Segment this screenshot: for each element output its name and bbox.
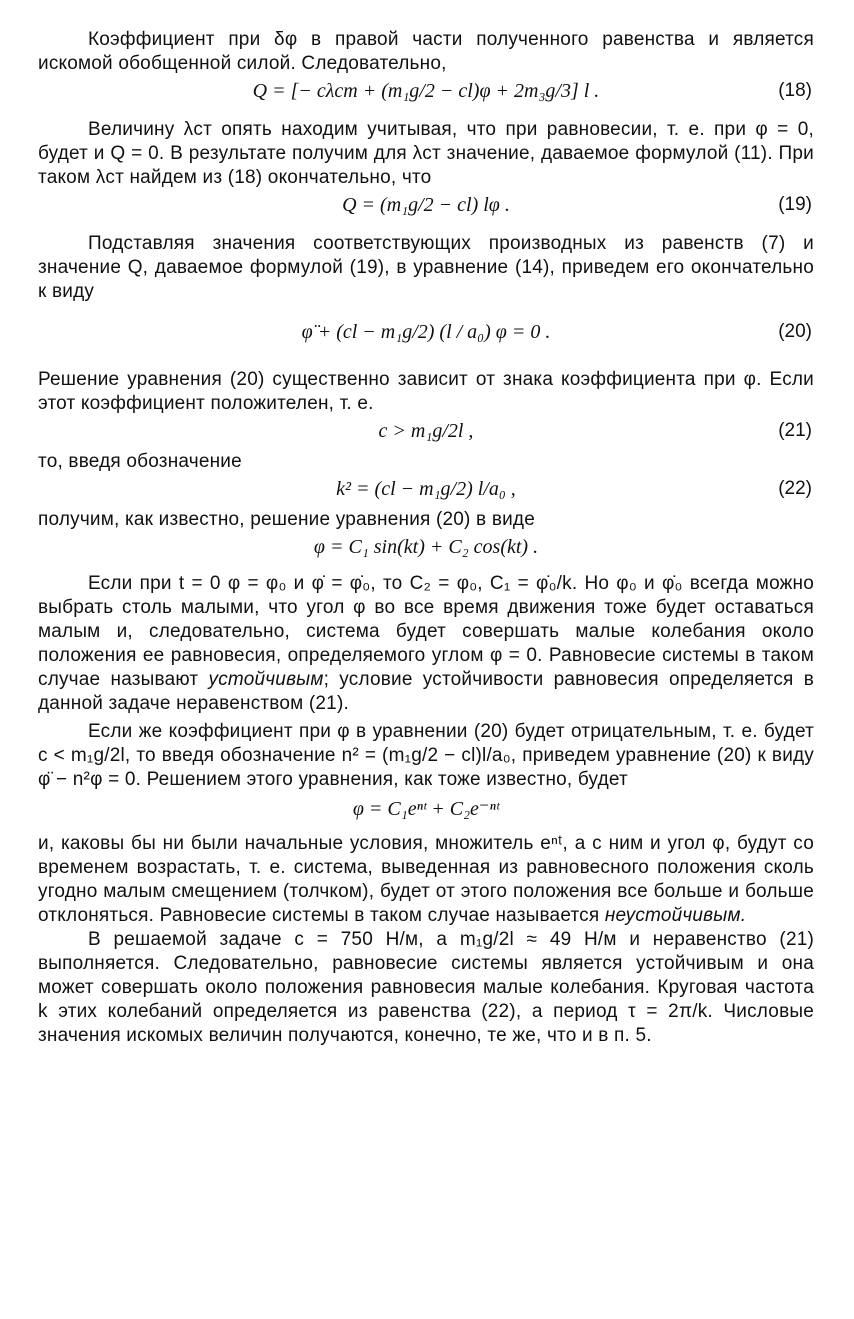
equation-18-expression: Q = [− cλст + (m₁g/2 − cl)φ + 2m₃g/3] l . [252,80,600,102]
paragraph-numeric-values: В решаемой задаче c = 750 Н/м, а m₁g/2l ≈ 49 Н/м и неравенство (21) выполняется. Следовательно, равновесие системы является устойчивым и она может совершать около положения равновесия малые колебания. Круговая частота k этих колебаний определяется из равенства (22), а период τ = 2π/k. Числовые значения искомых величин получаются, конечно, те же, что и в п. 5. [38,929,814,1046]
equation-exponential-expression: φ = C₁eⁿᵗ + C₂e⁻ⁿᵗ [352,798,500,820]
paragraph-unstable [38,832,814,928]
equation-harmonic-solution [38,532,814,566]
equation-20-expression: φ̈ + (cl − m₁g/2) (l / a₀) φ = 0 . [301,321,551,343]
equation-20 [38,304,814,360]
paragraph-stable-end: ; условие устойчивости равновесия определяется в данной задаче неравенством (21). [38,669,815,714]
paragraph-unstable-text: и, каковы бы ни были начальные условия, множитель eⁿᵗ, а с ним и угол φ, будут со временем возрастать, т. е. система, выведенная из равновесного положения сколь угодно малым смещением (толчком), будет от этого положения все больше и больше отклоняться. Равновесие системы в таком случае называется [38,833,814,926]
equation-18-number: (18) [778,80,812,101]
paragraph-known-solution: получим, как известно, решение уравнения (20) в виде [38,509,535,530]
equation-20-number: (20) [778,321,812,342]
term-unstable: неустойчивым. [604,905,747,926]
equation-19-number: (19) [778,194,812,215]
equation-harmonic-expression: φ = C₁ sin(kt) + C₂ cos(kt) . [313,536,539,558]
term-stable: устойчивым [208,669,324,690]
paragraph-notation: то, введя обозначение [38,451,242,472]
equation-exponential-solution [38,792,814,832]
paragraph-lambda: Величину λст опять находим учитывая, что при равновесии, т. е. при φ = 0, будет и Q = 0. В результате получим для λст значение, даваемое формулой (11). При таком λст найдем из (18) окончательно, что [38,119,814,188]
paragraph-generalized-force: Коэффициент при δφ в правой части полученного равенства и является искомой обобщенной силой. Следовательно, [38,29,814,74]
equation-22-number: (22) [778,478,812,499]
equation-21 [38,416,814,450]
equation-21-number: (21) [778,420,812,441]
equation-22 [38,474,814,508]
paragraph-stable [38,572,814,716]
equation-19-expression: Q = (m₁g/2 − cl) lφ . [342,194,510,216]
paragraph-negative-coefficient: Если же коэффициент при φ в уравнении (20) будет отрицательным, т. е. будет c < m₁g/2l, то введя обозначение n² = (m₁g/2 − cl)l/a₀, приведем уравнение (20) к виду φ̈ − n²φ = 0. Решением этого уравнения, как тоже известно, будет [38,721,814,790]
document-page [38,28,814,1048]
paragraph-solution-sign: Решение уравнения (20) существенно зависит от знака коэффициента при φ. Если этот коэффициент положителен, т. е. [38,369,814,414]
equation-21-expression: c > m₁g/2l , [378,420,474,442]
equation-18 [38,76,814,110]
paragraph-stable-text: Если при t = 0 φ = φ₀ и φ̇ = φ̇₀, то C₂ = φ₀, C₁ = φ̇₀/k. Но φ₀ и φ̇₀ всегда можно выбрать столь малыми, что угол φ во все время движения тоже будет оставаться малым и, следовательно, система будет совершать малые колебания около положения ее равновесия, определяемого углом φ = 0. Равновесие системы в таком случае называют [38,573,814,690]
equation-22-expression: k² = (cl − m₁g/2) l/a₀ , [336,478,516,500]
equation-19 [38,190,814,224]
paragraph-substitution: Подставляя значения соответствующих производных из равенств (7) и значение Q, даваемое формулой (19), в уравнение (14), приведем его окончательно к виду [38,233,814,302]
